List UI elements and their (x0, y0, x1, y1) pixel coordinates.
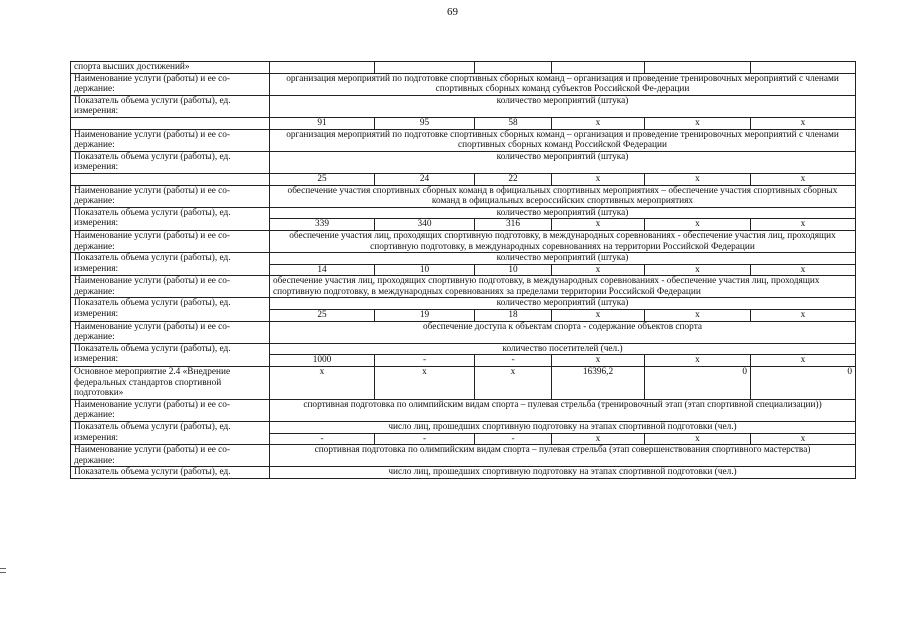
value-cell: 18 (475, 310, 552, 322)
value-cell: 316 (475, 219, 552, 231)
indicator-unit: количество мероприятий (штука) (270, 298, 856, 310)
row-label (71, 117, 270, 129)
table-body (71, 62, 856, 479)
value-cell: 91 (270, 117, 375, 129)
row-description: обеспечение участия лиц, проходящих спортивную подготовку, в международных соревнованиях - обеспечение участия лиц, проходящих спортивную подготовку, в международных соревнованиях на территории Российской Федерации (270, 230, 856, 252)
value-cell: x (645, 117, 751, 129)
row-label: Показатель объема услуги (работы), ед. измерения: (71, 95, 270, 117)
value-cell (270, 62, 375, 74)
row-label: Наименование услуги (работы) и ее со-держание: (71, 445, 270, 467)
value-cell (375, 62, 475, 74)
row-label: Наименование услуги (работы) и ее со-держание: (71, 129, 270, 151)
table-row (71, 230, 856, 252)
table-row (71, 73, 856, 95)
value-cell: x (475, 367, 552, 400)
value-cell: - (475, 433, 552, 445)
value-cell: 16396,2 (552, 367, 645, 400)
row-description: организация мероприятий по подготовке спортивных сборных команд – организация и проведение тренировочных мероприятий с членами спортивных сборных команд субъектов Российской Фе-дерации (270, 73, 856, 95)
value-cell: x (645, 173, 751, 185)
program-table (70, 61, 856, 479)
value-cell: x (645, 310, 751, 322)
table-row (71, 129, 856, 151)
table-row (71, 367, 856, 400)
table-row (71, 173, 856, 185)
value-cell: 95 (375, 117, 475, 129)
value-cell: x (751, 264, 856, 276)
value-cell: x (751, 310, 856, 322)
value-cell: 24 (375, 173, 475, 185)
table-row (71, 253, 856, 265)
row-label: Показатель объема услуги (работы), ед. измерения: (71, 298, 270, 321)
table-row (71, 467, 856, 479)
table-row (71, 185, 856, 207)
row-label: Наименование услуги (работы) и ее со-держание: (71, 185, 270, 207)
table-row (71, 422, 856, 434)
value-cell (552, 62, 645, 74)
table-row (71, 343, 856, 355)
row-description: организация мероприятий по подготовке спортивных сборных команд – организация и проведение тренировочных мероприятий с членами спортивных сборных команд Российской Федерации (270, 129, 856, 151)
row-description: обеспечение участия спортивных сборных команд в официальных спортивных мероприятиях – обеспечение участия спортивных сборных команд в официальных всероссийских спортивных мероприятиях (270, 185, 856, 207)
value-cell: 19 (375, 310, 475, 322)
table-row (71, 399, 856, 421)
value-cell: 10 (475, 264, 552, 276)
value-cell: 1000 (270, 355, 375, 367)
value-cell: - (375, 355, 475, 367)
value-cell: 25 (270, 310, 375, 322)
row-label: Показатель объема услуги (работы), ед. измерения: (71, 253, 270, 276)
value-cell: x (751, 173, 856, 185)
table-row (71, 151, 856, 173)
row-label: Наименование услуги (работы) и ее со-держание: (71, 276, 270, 298)
value-cell: 58 (475, 117, 552, 129)
row-description: число лиц, прошедших спортивную подготовку на этапах спортивной подготовки (чел.) (270, 467, 856, 479)
row-label: Показатель объема услуги (работы), ед. измерения: (71, 207, 270, 230)
row-label (71, 173, 270, 185)
table-row (71, 298, 856, 310)
value-cell: 0 (645, 367, 751, 400)
row-description: спортивная подготовка по олимпийским видам спорта – пулевая стрельба (тренировочный этап (этап спортивной специализации)) (270, 399, 856, 421)
value-cell: x (270, 367, 375, 400)
indicator-unit: количество посетителей (чел.) (270, 343, 856, 355)
value-cell: x (645, 219, 751, 231)
row-label: Основное мероприятие 2.4 «Внедрение федеральных стандартов спортивной подготовки» (71, 367, 270, 400)
row-description: спортивная подготовка по олимпийским видам спорта – пулевая стрельба (этап совершенствования спортивного мастерства) (270, 445, 856, 467)
value-cell: 14 (270, 264, 375, 276)
table-row (71, 95, 856, 117)
indicator-unit: число лиц, прошедших спортивную подготовку на этапах спортивной подготовки (чел.) (270, 422, 856, 434)
row-description: количество мероприятий (штука) (270, 95, 856, 117)
table-row (71, 445, 856, 467)
row-label: Наименование услуги (работы) и ее со-держание: (71, 73, 270, 95)
row-label: Наименование услуги (работы) и ее со-держание: (71, 230, 270, 252)
value-cell: x (645, 264, 751, 276)
value-cell: 339 (270, 219, 375, 231)
value-cell (475, 62, 552, 74)
value-cell: 340 (375, 219, 475, 231)
value-cell: x (375, 367, 475, 400)
value-cell: x (552, 433, 645, 445)
value-cell: x (751, 355, 856, 367)
table-row (71, 321, 856, 343)
row-label: Наименование услуги (работы) и ее со-держание: (71, 399, 270, 421)
row-label: Показатель объема услуги (работы), ед. измерения: (71, 343, 270, 366)
table-row (71, 276, 856, 298)
table-row (71, 62, 856, 74)
value-cell: x (751, 117, 856, 129)
row-label: Наименование услуги (работы) и ее со-держание: (71, 321, 270, 343)
value-cell: x (552, 117, 645, 129)
page-number: 69 (447, 6, 458, 18)
margin-marks (0, 568, 6, 576)
indicator-unit: количество мероприятий (штука) (270, 253, 856, 265)
value-cell: - (375, 433, 475, 445)
indicator-unit: количество мероприятий (штука) (270, 207, 856, 219)
value-cell: x (552, 264, 645, 276)
row-label: спорта высших достижений» (71, 62, 270, 74)
value-cell: - (475, 355, 552, 367)
value-cell: 25 (270, 173, 375, 185)
value-cell: 0 (751, 367, 856, 400)
value-cell (645, 62, 751, 74)
value-cell: x (751, 433, 856, 445)
value-cell: x (552, 355, 645, 367)
value-cell: x (645, 433, 751, 445)
row-label: Показатель объема услуги (работы), ед. измерения: (71, 422, 270, 445)
value-cell: - (270, 433, 375, 445)
table-row (71, 207, 856, 219)
value-cell: 10 (375, 264, 475, 276)
value-cell: x (645, 355, 751, 367)
row-description: обеспечение доступа к объектам спорта - содержание объектов спорта (270, 321, 856, 343)
value-cell: x (552, 310, 645, 322)
row-label: Показатель объема услуги (работы), ед. (71, 467, 270, 479)
row-label: Показатель объема услуги (работы), ед. измерения: (71, 151, 270, 173)
row-description: количество мероприятий (штука) (270, 151, 856, 173)
table-row (71, 117, 856, 129)
value-cell: 22 (475, 173, 552, 185)
value-cell: x (552, 219, 645, 231)
value-cell: x (751, 219, 856, 231)
value-cell: x (552, 173, 645, 185)
value-cell (751, 62, 856, 74)
row-description: обеспечение участия лиц, проходящих спортивную подготовку, в международных соревнованиях - обеспечение участия лиц, проходящих спортивную подготовку, в международных соревнованиях за пределами территории Российской Федерации (270, 276, 856, 298)
